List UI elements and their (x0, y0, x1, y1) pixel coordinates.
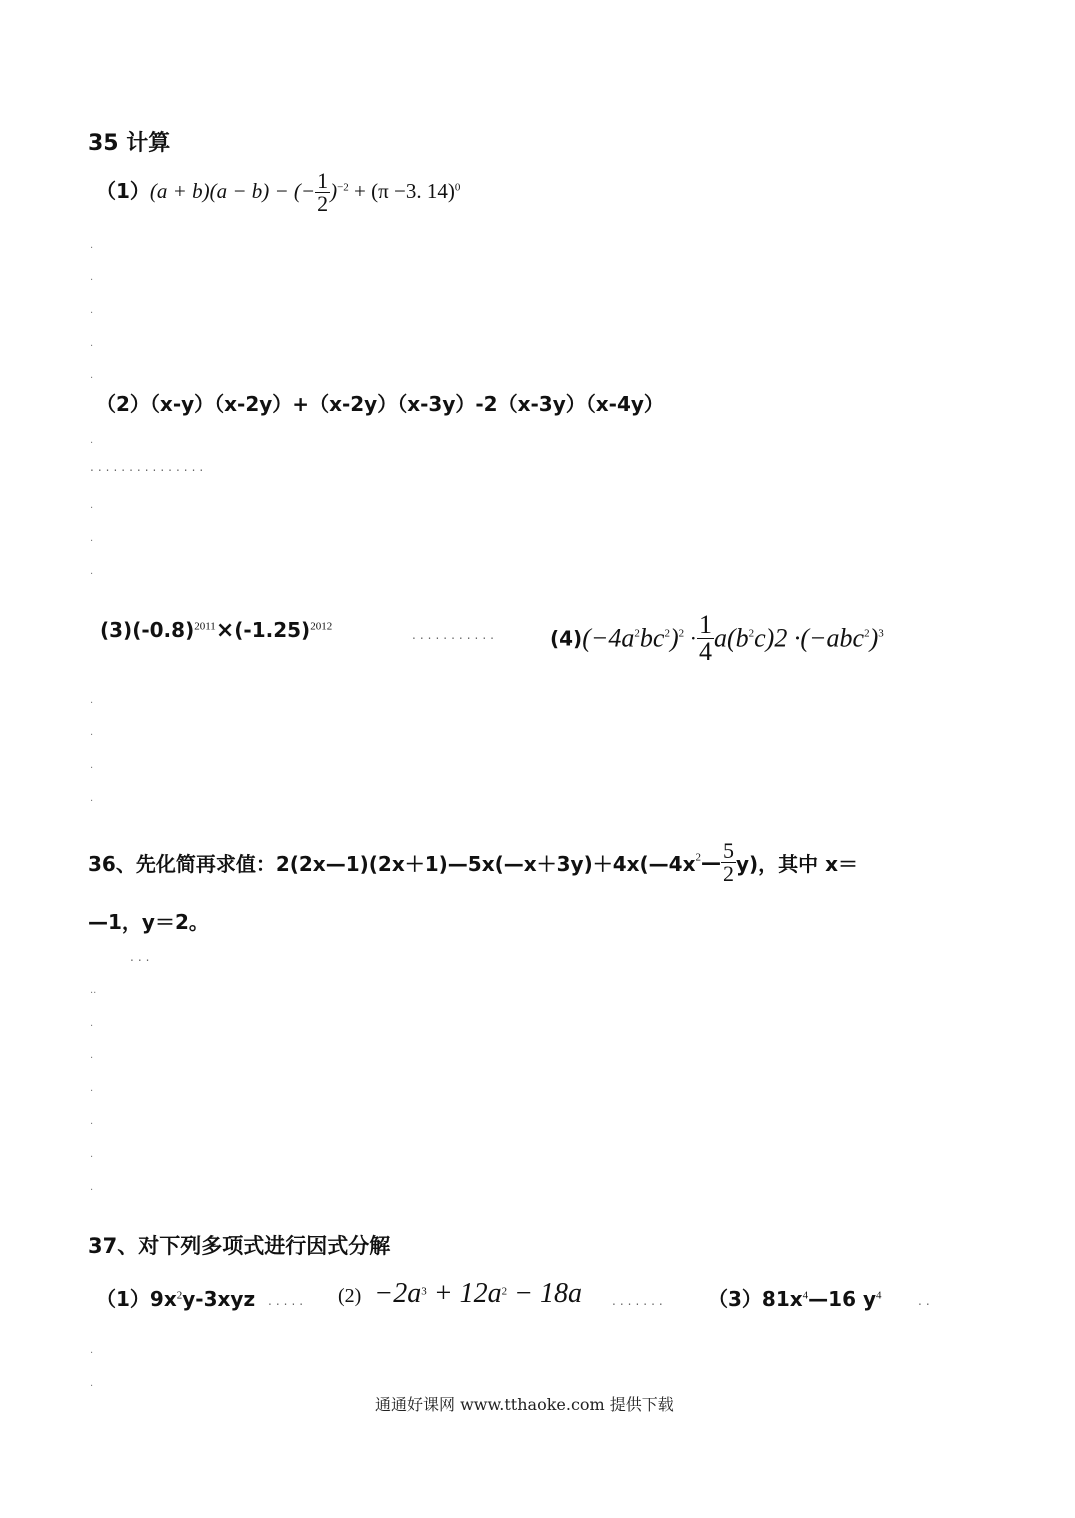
q37-part2-label: (2) (338, 1285, 362, 1307)
q37-part1 (96, 1283, 255, 1312)
q35-part4-exp-c2: 2 (664, 627, 670, 640)
q35-part1-expr-b: ) (330, 179, 338, 203)
q35-part3-exp-b: 2012 (310, 620, 333, 633)
q35-part1-fraction (315, 170, 330, 215)
q36-frac-num: 5 (723, 838, 734, 863)
q37-part3-exp-b: 4 (876, 1289, 882, 1302)
q35-part1-label: （1） (96, 179, 150, 203)
q37-part2-a: −2a (374, 1278, 422, 1309)
q35-part4-part-c: ) (669, 623, 679, 653)
q35-part3-label: (3) (100, 618, 133, 642)
q35-part3-base-b: (-1.25) (234, 618, 311, 642)
q37-title: 37、对下列多项式进行因式分解 (88, 1234, 391, 1258)
q35-part4-dot: · (684, 625, 697, 651)
footer-credit: 通通好课网 www.tthaoke.com 提供下载 (375, 1395, 674, 1414)
q35-part4-part-b: bc (639, 623, 665, 653)
q35-part1-exp-a: −2 (337, 181, 349, 194)
q35-part4-part-d: a(b (713, 623, 749, 653)
q36-text-a: 36、先化简再求值：2(2x—1)(2x＋1)—5x(—x＋3y)＋4x(—4x (88, 852, 696, 876)
q36-text-b: — (701, 850, 721, 875)
q36-exp: 2 (695, 851, 701, 864)
q35-part1-expr-c: + (π −3. 14) (348, 179, 455, 203)
q35-part4-exp-c2b: 2 (864, 627, 870, 640)
q37-part3-a: 81x (761, 1287, 803, 1311)
q37-part1-a: 9x (149, 1287, 177, 1311)
q37-part3-exp-a: 4 (802, 1289, 809, 1302)
q35-part4-part-a: (−4a (582, 623, 635, 653)
q35-part4-exp-outer: 2 (678, 627, 685, 640)
q37-part2-exp-b: 2 (501, 1285, 508, 1298)
q37-part1-label: （1） (96, 1287, 150, 1311)
q35-part1-expr-a: (a + b)(a − b) − (− (149, 179, 316, 203)
q35-part1-frac-num: 1 (317, 168, 329, 193)
q35-part4-label: (4) (550, 626, 583, 651)
q35-part4-exp-cube: 3 (878, 627, 884, 640)
q37-part3 (708, 1283, 882, 1312)
q35-part4-exp-b2: 2 (748, 627, 755, 640)
q35-part3-times: × (215, 618, 235, 643)
q36-text-c: y)，其中 x＝ (736, 852, 859, 876)
worksheet-page: 35 计算 （1）(a + b)(a − b) − (− $\frac{1}{2}$ )$^{-2}$ + (π −3. 14)$^0$ . . . . . （2）（x-y）（x-2y）+（x-2y）（x-3y）-2（x-3y）（x-4y） . ............... . . . $(3)(-0.8)^{2011}\times(-1.25)^{2012}$ ........... $(4)(-4a^2bc^2)^2$ · $\frac{1}{4}$ $a(b^2c)2 \cdot(-abc^2)^3$ . . . . 36、先化简再求值：$2(2x—1)(2x+1)—5x(—x+3y)+4x(—4x^2—$ $\frac{5}{2}$ y)，其中 x＝ —1，y＝2。 ... .. . . . . . . 37、对下列多项式进行因式分解 $(1)9x^2y-3xyz$ ..... $(2) -2a^3 + 12a^2 - 18a$ ....... $(3)81x^4—16$ $y^4$ .. . . 通通好课网 www.tthaoke.com 提供下载 (0, 0, 1075, 1518)
q37-part3-label: （3） (708, 1287, 762, 1311)
q37-part2-exp-a: 3 (421, 1285, 427, 1298)
q35-part4 (550, 612, 884, 665)
q37-part1-b: y-3xyz (182, 1287, 256, 1311)
q35-part4-frac-den: 4 (698, 637, 712, 666)
q37-part1-exp: 2 (176, 1289, 183, 1302)
q35-part3-base-a: (-0.8) (132, 618, 195, 642)
q35-part1 (96, 170, 460, 215)
q37-part3-b: —16 y (808, 1287, 876, 1311)
q36-frac-den: 2 (723, 861, 734, 886)
q35-part3-exp-a: 2011 (194, 620, 216, 633)
q37-part2-c: − 18a (507, 1278, 583, 1309)
q35-part4-fraction (697, 612, 714, 665)
q35-part1-exp-b: 0 (454, 181, 461, 194)
q37-part2 (338, 1278, 582, 1310)
q37-part2-b: + 12a (426, 1278, 502, 1309)
q36-line1 (88, 840, 858, 885)
q35-part2: （2）（x-y）（x-2y）+（x-2y）（x-3y）-2（x-3y）（x-4y） (96, 392, 664, 416)
q36-fraction (721, 840, 736, 885)
q35-part4-part-f: ) (869, 623, 879, 653)
q36-line2: —1，y＝2。 (88, 910, 209, 934)
q35-part1-frac-den: 2 (317, 191, 329, 216)
q35-part4-frac-num: 1 (698, 610, 712, 639)
q35-part4-part-e: c)2 ·(−abc (754, 623, 865, 653)
q35-title: 35 计算 (88, 131, 171, 156)
q35-part4-exp-a2: 2 (634, 627, 640, 640)
q35-part3 (100, 618, 332, 643)
